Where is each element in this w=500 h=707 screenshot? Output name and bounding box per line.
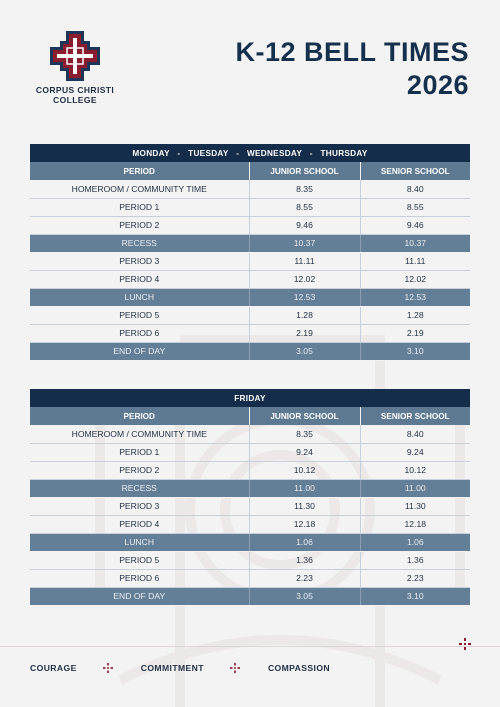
table-row-break [30,533,470,551]
junior-time-cell: 3.05 [249,587,360,605]
senior-time-cell: 2.19 [360,324,470,342]
school-name-line1: CORPUS CHRISTI [35,85,115,95]
senior-time-cell: 1.36 [360,551,470,569]
period-cell: PERIOD 3 [30,252,249,270]
senior-time-cell: 12.53 [360,288,470,306]
title-line2: 2026 [406,70,469,100]
period-cell: HOMEROOM / COMMUNITY TIME [30,180,249,198]
period-cell: PERIOD 1 [30,443,249,461]
title-line1: K-12 BELL TIMES [235,37,469,67]
period-cell: PERIOD 6 [30,569,249,587]
junior-time-cell: 9.24 [249,443,360,461]
column-header: JUNIOR SCHOOL [249,162,360,180]
table-row [30,324,470,342]
table-row [30,569,470,587]
table-heading-row [30,144,470,162]
table-heading-row [30,389,470,407]
junior-time-cell: 1.28 [249,306,360,324]
school-values [30,663,330,673]
table-row [30,198,470,216]
period-cell: RECESS [30,234,249,252]
junior-time-cell: 11.11 [249,252,360,270]
period-cell: PERIOD 2 [30,216,249,234]
column-header: PERIOD [30,162,249,180]
table-row [30,216,470,234]
table-row [30,461,470,479]
table-row-break [30,288,470,306]
column-header: JUNIOR SCHOOL [249,407,360,425]
junior-time-cell: 10.12 [249,461,360,479]
senior-time-cell: 2.23 [360,569,470,587]
table-heading: MONDAY - TUESDAY - WEDNESDAY - THURSDAY [30,144,470,162]
junior-time-cell: 9.46 [249,216,360,234]
column-header: SENIOR SCHOOL [360,162,470,180]
period-cell: LUNCH [30,288,249,306]
cross-icon [459,638,471,650]
senior-time-cell: 12.18 [360,515,470,533]
table-row [30,425,470,443]
period-cell: PERIOD 6 [30,324,249,342]
period-cell: PERIOD 4 [30,515,249,533]
friday-bell-table [30,389,470,606]
senior-time-cell: 12.02 [360,270,470,288]
senior-time-cell: 1.06 [360,533,470,551]
table-row [30,497,470,515]
senior-time-cell: 3.10 [360,342,470,360]
value-compassion: COMPASSION [267,663,331,673]
senior-time-cell: 11.30 [360,497,470,515]
table-row [30,443,470,461]
table-row-break [30,479,470,497]
cross-crest-icon [49,30,101,82]
senior-time-cell: 8.55 [360,198,470,216]
table-row [30,306,470,324]
cross-icon [103,663,113,673]
senior-time-cell: 1.28 [360,306,470,324]
senior-time-cell: 10.12 [360,461,470,479]
junior-time-cell: 8.35 [249,425,360,443]
table-row [30,551,470,569]
period-cell: END OF DAY [30,587,249,605]
junior-time-cell: 12.02 [249,270,360,288]
senior-time-cell: 11.00 [360,479,470,497]
weekday-bell-table [30,144,470,361]
value-courage: COURAGE [30,663,77,673]
junior-time-cell: 11.00 [249,479,360,497]
senior-time-cell: 11.11 [360,252,470,270]
table-row-break [30,234,470,252]
table-heading: FRIDAY [30,389,470,407]
period-cell: HOMEROOM / COMMUNITY TIME [30,425,249,443]
footer-divider [0,646,500,647]
cross-icon [230,663,240,673]
junior-time-cell: 8.35 [249,180,360,198]
column-header-row [30,162,470,180]
senior-time-cell: 10.37 [360,234,470,252]
school-name [30,85,120,105]
period-cell: PERIOD 4 [30,270,249,288]
senior-time-cell: 8.40 [360,180,470,198]
table-row [30,252,470,270]
period-cell: PERIOD 5 [30,551,249,569]
period-cell: PERIOD 5 [30,306,249,324]
junior-time-cell: 2.19 [249,324,360,342]
column-header: SENIOR SCHOOL [360,407,470,425]
period-cell: END OF DAY [30,342,249,360]
senior-time-cell: 9.24 [360,443,470,461]
table-row-break [30,587,470,605]
school-logo [30,30,120,105]
period-cell: RECESS [30,479,249,497]
junior-time-cell: 12.18 [249,515,360,533]
period-cell: LUNCH [30,533,249,551]
senior-time-cell: 3.10 [360,587,470,605]
junior-time-cell: 1.36 [249,551,360,569]
value-commitment: COMMITMENT [140,663,204,673]
table-row-break [30,342,470,360]
table-row [30,515,470,533]
column-header: PERIOD [30,407,249,425]
page-title [235,36,469,102]
period-cell: PERIOD 3 [30,497,249,515]
column-header-row [30,407,470,425]
senior-time-cell: 8.40 [360,425,470,443]
senior-time-cell: 9.46 [360,216,470,234]
table-row [30,180,470,198]
junior-time-cell: 3.05 [249,342,360,360]
junior-time-cell: 10.37 [249,234,360,252]
junior-time-cell: 8.55 [249,198,360,216]
table-row [30,270,470,288]
period-cell: PERIOD 2 [30,461,249,479]
junior-time-cell: 2.23 [249,569,360,587]
period-cell: PERIOD 1 [30,198,249,216]
junior-time-cell: 12.53 [249,288,360,306]
junior-time-cell: 11.30 [249,497,360,515]
school-name-line2: COLLEGE [53,95,97,105]
junior-time-cell: 1.06 [249,533,360,551]
